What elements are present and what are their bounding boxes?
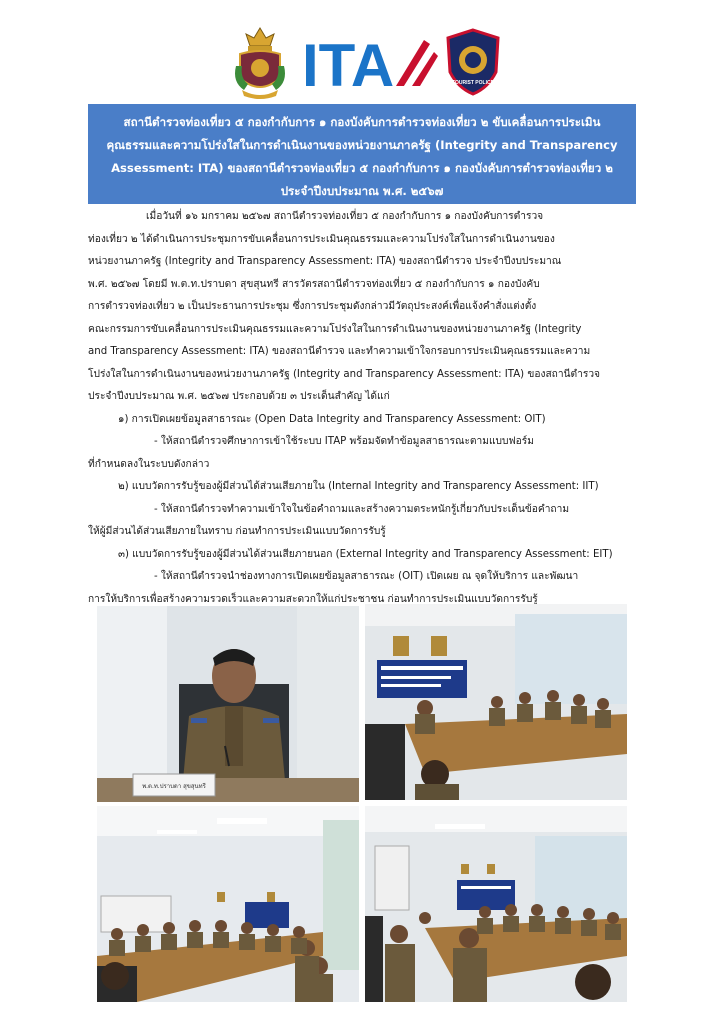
- logo-row: [0, 26, 724, 102]
- item-detail-eit: - ให้สถานีตำรวจนำช่องทางการเปิดเผยข้อมูลสาธารณะ (OIT) เปิดเผย ณ จุดให้บริการ และพัฒนา: [154, 571, 579, 582]
- item-heading-oit: ๑) การเปิดเผยข้อมูลสาธารณะ (Open Data Integrity and Transparency Assessment: OIT): [118, 413, 546, 425]
- photo-chairman-speaking: [97, 606, 359, 802]
- banner-line-1: สถานีตำรวจท่องเที่ยว ๕ กองกำกับการ ๑ กองบังคับการตำรวจท่องเที่ยว ๒ ขับเคลื่อนการประเมิน: [123, 115, 601, 129]
- intro-line: หน่วยงานภาครัฐ (Integrity and Transparency Assessment: ITA) ของสถานีตำรวจ ประจำปีงบประมาณ: [88, 256, 562, 267]
- title-banner: [88, 104, 636, 204]
- item-detail-oit-cont: ที่กำหนดลงในระบบดังกล่าว: [88, 458, 210, 470]
- item-detail-iit-cont: ให้ผู้มีส่วนได้ส่วนเสียภายในทราบ ก่อนทำการประเมินแบบวัดการรับรู้: [88, 526, 386, 537]
- intro-line: ท่องเที่ยว ๒ ได้ดำเนินการประชุมการขับเคลื่อนการประเมินคุณธรรมและความโปร่งใสในการดำเนินงานของ: [88, 233, 555, 245]
- intro-line: โปร่งใสในการดำเนินงานของหน่วยงานภาครัฐ (Integrity and Transparency Assessment: ITA) ของสถานีตำรวจ: [88, 368, 601, 380]
- item-detail-eit-cont: การให้บริการเพื่อสร้างความรวดเร็วและความสะดวกให้แก่ประชาชน ก่อนทำการประเมินแบบวัดการรับรู้: [88, 593, 538, 605]
- nameplate-text: พ.ต.ท.ปราบดา สุขสุนทรี: [142, 783, 206, 790]
- intro-line: and Transparency Assessment: ITA) ของสถานีตำรวจ และทำความเข้าใจกรอบการประเมินคุณธรรมและความ: [88, 346, 591, 357]
- item-heading-iit: ๒) แบบวัดการรับรู้ของผู้มีส่วนได้ส่วนเสียภายใน (Internal Integrity and Transparency Assessment: IIT): [118, 481, 599, 492]
- ita-logo-icon: [300, 34, 440, 92]
- banner-line-3: Assessment: ITA) ของสถานีตำรวจท่องเที่ยว ๕ กองกำกับการ ๑ กองบังคับการตำรวจท่องเที่ยว ๒: [111, 161, 613, 175]
- photo-grid: [97, 604, 627, 1002]
- intro-line: พ.ศ. ๒๕๖๗ โดยมี พ.ต.ท.ปราบดา สุขสุนทรี สารวัตรสถานีตำรวจท่องเที่ยว ๕ กองกำกับการ ๑ กองบังคับ: [88, 278, 540, 290]
- banner-line-4: ประจำปีงบประมาณ พ.ศ. ๒๕๖๗: [280, 184, 444, 198]
- item-detail-iit: - ให้สถานีตำรวจทำความเข้าใจในข้อคำถามและสร้างความตระหนักรู้เกี่ยวกับประเด็นข้อคำถาม: [154, 503, 570, 515]
- royal-thai-police-crest-icon: [230, 26, 290, 100]
- intro-line: คณะกรรมการขับเคลื่อนการประเมินคุณธรรมและความโปร่งใสในการดำเนินงานของหน่วยงานภาครัฐ (Integrity: [88, 323, 582, 335]
- intro-line: เมื่อวันที่ ๑๖ มกราคม ๒๕๖๗ สถานีตำรวจท่องเที่ยว ๕ กองกำกับการ ๑ กองบังคับการตำรวจ: [146, 211, 544, 222]
- photo-meeting-wide-left: [97, 806, 359, 1002]
- tourist-police-badge-icon: [444, 28, 502, 96]
- photo-meeting-room-banner: [365, 604, 627, 800]
- banner-line-2: คุณธรรมและความโปร่งใสในการดำเนินงานของหน่วยงานภาครัฐ (Integrity and Transparency: [106, 138, 618, 152]
- item-heading-eit: ๓) แบบวัดการรับรู้ของผู้มีส่วนได้ส่วนเสียภายนอก (External Integrity and Transparency Assessment: EIT): [118, 548, 613, 560]
- badge-caption: TOURIST POLICE: [452, 80, 494, 86]
- intro-line: ประจำปีงบประมาณ พ.ศ. ๒๕๖๗ ประกอบด้วย ๓ ประเด็นสำคัญ ได้แก่: [88, 391, 390, 402]
- ita-logo-text: ITA: [302, 34, 395, 92]
- intro-line: การตำรวจท่องเที่ยว ๒ เป็นประธานการประชุม ซึ่งการประชุมดังกล่าวมีวัตถุประสงค์เพื่อแจ้งคำสั่งแต่งตั้ง: [88, 301, 537, 312]
- item-detail-oit: - ให้สถานีตำรวจศึกษาการเข้าใช้ระบบ ITAP พร้อมจัดทำข้อมูลสาธารณะตามแบบฟอร์ม: [154, 436, 534, 447]
- article-body: [88, 206, 640, 611]
- photo-meeting-wide-right: [365, 806, 627, 1002]
